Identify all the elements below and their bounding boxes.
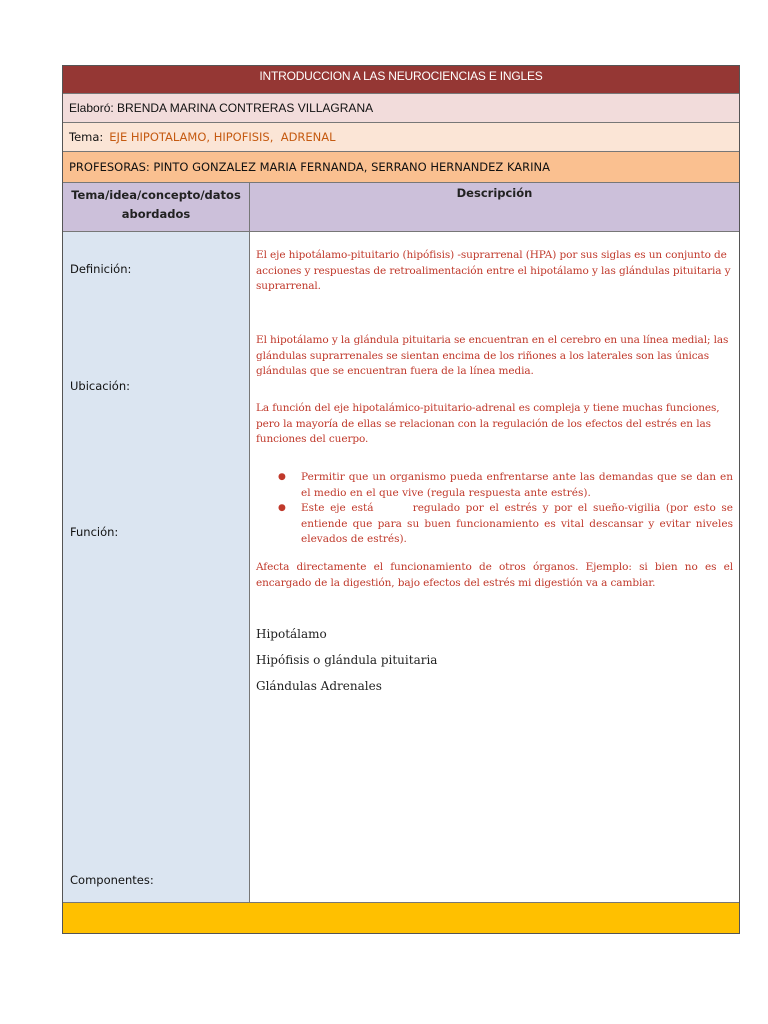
label-definicion: Definición:	[70, 262, 132, 276]
column-header-row	[63, 183, 739, 232]
label-ubicacion: Ubicación:	[70, 379, 130, 393]
descriptions-column	[250, 232, 739, 902]
column-header-topic: Tema/idea/concepto/datos abordados	[63, 183, 250, 231]
label-componentes: Componentes:	[70, 873, 154, 887]
author-label: Elaboró:	[69, 101, 114, 115]
list-item	[256, 470, 733, 501]
topic-row	[63, 123, 739, 152]
funcion-bullet-list	[256, 470, 737, 548]
worksheet-table	[62, 65, 740, 934]
funcion-intro-text: La función del eje hipotalámico-pituitario-adrenal es compleja y tiene muchas funciones, pero la mayoría de ellas se relacionan con la regulación de los efectos del estrés en las funciones del cuerpo.	[256, 402, 720, 445]
componente-item: Hipotálamo	[256, 627, 327, 641]
label-funcion: Función:	[70, 525, 119, 539]
bullet-icon: ●	[278, 503, 286, 513]
definicion-text: El eje hipotálamo-pituitario (hipófisis) -suprarrenal (HPA) por sus siglas es un conjunto de acciones y respuestas de retroalimentación entre el hipotálamo y las glándulas pituitaria y suprarrenal.	[256, 249, 731, 292]
list-item	[256, 501, 737, 548]
teachers-row	[63, 152, 739, 183]
labels-column	[63, 232, 250, 902]
componente-item: Hipófisis o glándula pituitaria	[256, 653, 438, 667]
column-header-description: Descripción	[456, 186, 533, 200]
teachers-text: PROFESORAS: PINTO GONZALEZ MARIA FERNANDA, SERRANO HERNANDEZ KARINA	[69, 160, 551, 174]
funcion-outro-text: Afecta directamente el funcionamiento de otros órganos. Ejemplo: si bien no es el encargado de la digestión, bajo efectos del estrés mi digestión va a cambiar.	[256, 561, 733, 589]
bullet-icon: ●	[278, 472, 286, 482]
ubicacion-text: El hipotálamo y la glándula pituitaria se encuentran en el cerebro en una línea medial; las glándulas suprarrenales se sientan encima de los riñones a los laterales son las únicas glándulas que se encuentran fuera de la línea media.	[256, 334, 729, 377]
content-row	[63, 232, 739, 903]
bullet-text: Permitir que un organismo pueda enfrentarse ante las demandas que se dan en el medio en el que vive (regula respuesta ante estrés).	[301, 471, 733, 499]
document-title: INTRODUCCION A LAS NEUROCIENCIAS E INGLES	[259, 69, 543, 83]
author-name: BRENDA MARINA CONTRERAS VILLAGRANA	[117, 101, 374, 115]
bullet-text: Este eje está regulado por el estrés y por el sueño-vigilia (por esto se entiende que para su buen funcionamiento es vital descansar y evitar niveles elevados de estrés).	[301, 502, 737, 545]
author-row	[63, 94, 739, 123]
topic-value: EJE HIPOTALAMO, HIPOFISIS, ADRENAL	[109, 130, 336, 144]
topic-label: Tema:	[69, 130, 104, 144]
footer-bar	[63, 903, 739, 933]
document-title-row	[63, 66, 739, 94]
componente-item: Glándulas Adrenales	[256, 679, 382, 693]
